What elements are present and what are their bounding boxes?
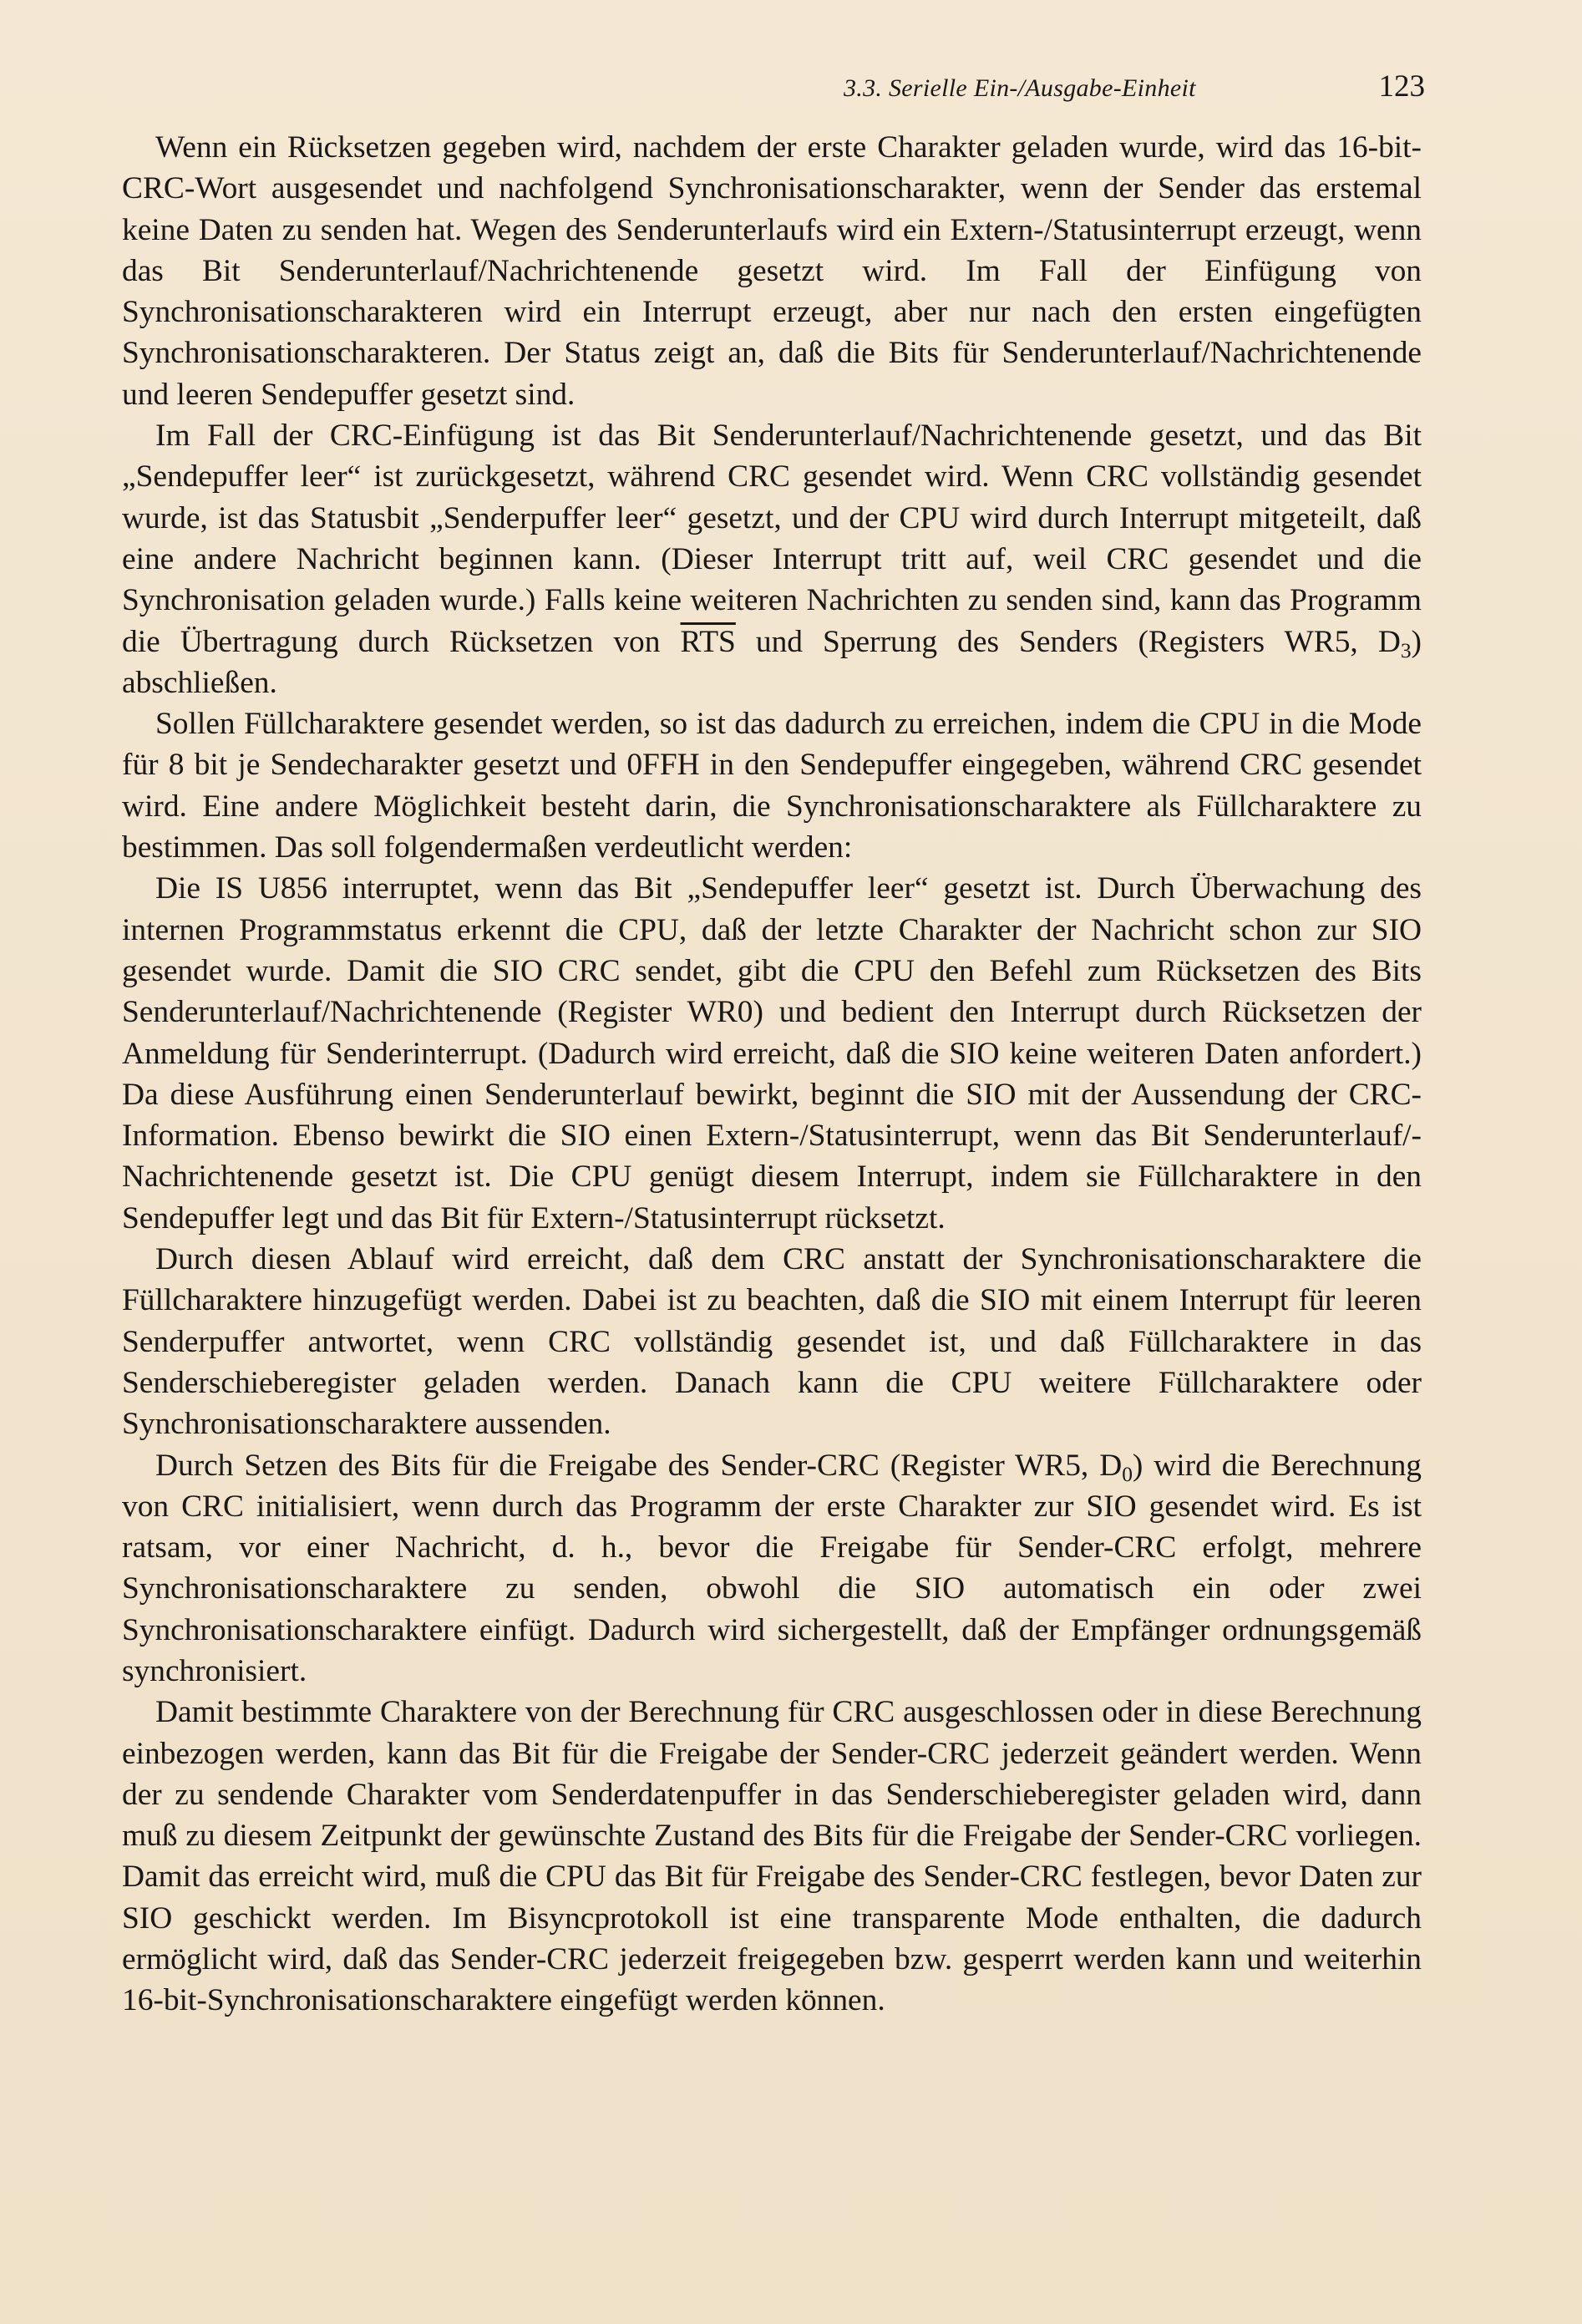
subscript-index: 3 bbox=[1400, 637, 1412, 662]
paragraph-text: Die IS U856 interruptet, wenn das Bit „Sendepuffer leer“ gesetzt ist. Durch Überwachung des internen Programmstatus erkennt die CPU, daß der letzte Charakter der Nachricht schon zur SIO gesendet wurde. Damit die SIO CRC sendet, gibt die CPU den Befehl zum Rücksetzen des Bits Senderunterlauf/Nachrichtenende (Register WR0) und bedient den Interrupt durch Rücksetzen der Anmeldung für Senderinterrupt. (Dadurch wird erreicht, daß die SIO keine weiteren Daten anfordert.) Da diese Ausführung einen Senderunterlauf bewirkt, beginnt die SIO mit der Aussendung der CRC-Information. Ebenso bewirkt die SIO einen Extern-/Statusinterrupt, wenn das Bit Senderunterlauf/Nachrichtenende gesetzt ist. Die CPU genügt diesem Interrupt, indem sie Füllcharaktere in den Sendepuffer legt und das Bit für Extern-/Statusinterrupt rücksetzt. bbox=[122, 871, 1422, 1236]
paragraph-5 bbox=[122, 1239, 1422, 1444]
body-text bbox=[122, 127, 1422, 2174]
running-header bbox=[844, 69, 1425, 119]
subscript-index: 0 bbox=[1122, 1461, 1133, 1486]
paragraph-6 bbox=[122, 1445, 1422, 1692]
paragraph-text: und Sperrung des Senders (Registers WR5, D bbox=[735, 624, 1401, 659]
paragraph-text: ) abschließen. bbox=[122, 624, 1422, 700]
paragraph-1 bbox=[122, 127, 1422, 415]
paragraph-text: Damit bestimmte Charaktere von der Berechnung für CRC ausgeschlossen oder in diese Berechnung einbezogen werden, kann das Bit für die Freigabe der Sender-CRC jederzeit geändert werden. Wenn der zu sendende Charakter vom Senderdatenpuffer in das Senderschieberegister geladen wird, dann muß zu diesem Zeitpunkt der gewünschte Zustand des Bits für die Freigabe der Sender-CRC vorliegen. Damit das erreicht wird, muß die CPU das Bit für Freigabe des Sender-CRC festlegen, bevor Daten zur SIO geschickt werden. Im Bisyncprotokoll ist eine transparente Mode enthalten, die dadurch ermöglicht wird, daß das Sender-CRC jederzeit freigegeben bzw. gesperrt werden kann und weiterhin 16-bit-Synchronisationscharaktere eingefügt werden können. bbox=[122, 1695, 1422, 2018]
paragraph-text: ) wird die Berechnung von CRC initialisiert, wenn durch das Programm der erste Charakter zur SIO gesendet wird. Es ist ratsam, vor einer Nachricht, d. h., bevor die Freigabe für Sender-CRC erfolgt, mehrere Synchronisationscharaktere zu senden, obwohl die SIO automatisch ein oder zwei Synchronisationscharaktere einfügt. Dadurch wird sichergestellt, daß der Empfänger ordnungsgemäß synchronisiert. bbox=[122, 1448, 1422, 1688]
paragraph-2 bbox=[122, 415, 1422, 703]
rts-signal-overline: $\overline{RTS}$ bbox=[680, 624, 736, 659]
paragraph-3 bbox=[122, 703, 1422, 868]
page-number: 123 bbox=[1378, 69, 1425, 104]
paragraph-text: Durch Setzen des Bits für die Freigabe des Sender-CRC (Register WR5, D bbox=[155, 1448, 1123, 1483]
paragraph-text: Wenn ein Rücksetzen gegeben wird, nachdem der erste Charakter geladen wurde, wird das 16-bit-CRC-Wort ausgesendet und nachfolgend Synchronisationscharakter, wenn der Sender das erstemal keine Daten zu senden hat. Wegen des Senderunterlaufs wird ein Extern-/Statusinterrupt erzeugt, wenn das Bit Senderunterlauf/Nachrichtenende gesetzt wird. Im Fall der Einfügung von Synchronisationscharakteren wird ein Interrupt erzeugt, aber nur nach den ersten eingefügten Synchronisationscharakteren. Der Status zeigt an, daß die Bits für Senderunterlauf/Nachrichtenende und leeren Sendepuffer gesetzt sind. bbox=[122, 130, 1422, 412]
paragraph-text: Im Fall der CRC-Einfügung ist das Bit Senderunterlauf/Nachrichtenende gesetzt, und das Bit „Sendepuffer leer“ ist zurückgesetzt, während CRC gesendet wird. Wenn CRC vollständig gesendet wurde, ist das Statusbit „Senderpuffer leer“ gesetzt, und der CPU wird durch Interrupt mitgeteilt, daß eine andere Nachricht beginnen kann. (Dieser Interrupt tritt auf, weil CRC gesendet und die Synchronisation geladen wurde.) Falls keine weiteren Nachrichten zu senden sind, kann das Programm die Übertragung durch Rücksetzen von bbox=[122, 419, 1422, 659]
paragraph-4 bbox=[122, 868, 1422, 1239]
paragraph-7 bbox=[122, 1692, 1422, 2021]
section-title: 3.3. Serielle Ein-/Ausgabe-Einheit bbox=[844, 74, 1196, 102]
paragraph-text: Sollen Füllcharaktere gesendet werden, so ist das dadurch zu erreichen, indem die CPU in die Mode für 8 bit je Sendecharakter gesetzt und 0FFH in den Sendepuffer eingegeben, während CRC gesendet wird. Eine andere Möglichkeit besteht darin, die Synchronisationscharaktere als Füllcharaktere zu bestimmen. Das soll folgendermaßen verdeutlicht werden: bbox=[122, 707, 1422, 865]
paragraph-text: Durch diesen Ablauf wird erreicht, daß dem CRC anstatt der Synchronisationscharaktere die Füllcharaktere hinzugefügt werden. Dabei ist zu beachten, daß die SIO mit einem Interrupt für leeren Senderpuffer antwortet, wenn CRC vollständig gesendet ist, und daß Füllcharaktere in das Senderschieberegister geladen werden. Danach kann die CPU weitere Füllcharaktere oder Synchronisationscharaktere aussenden. bbox=[122, 1242, 1422, 1442]
